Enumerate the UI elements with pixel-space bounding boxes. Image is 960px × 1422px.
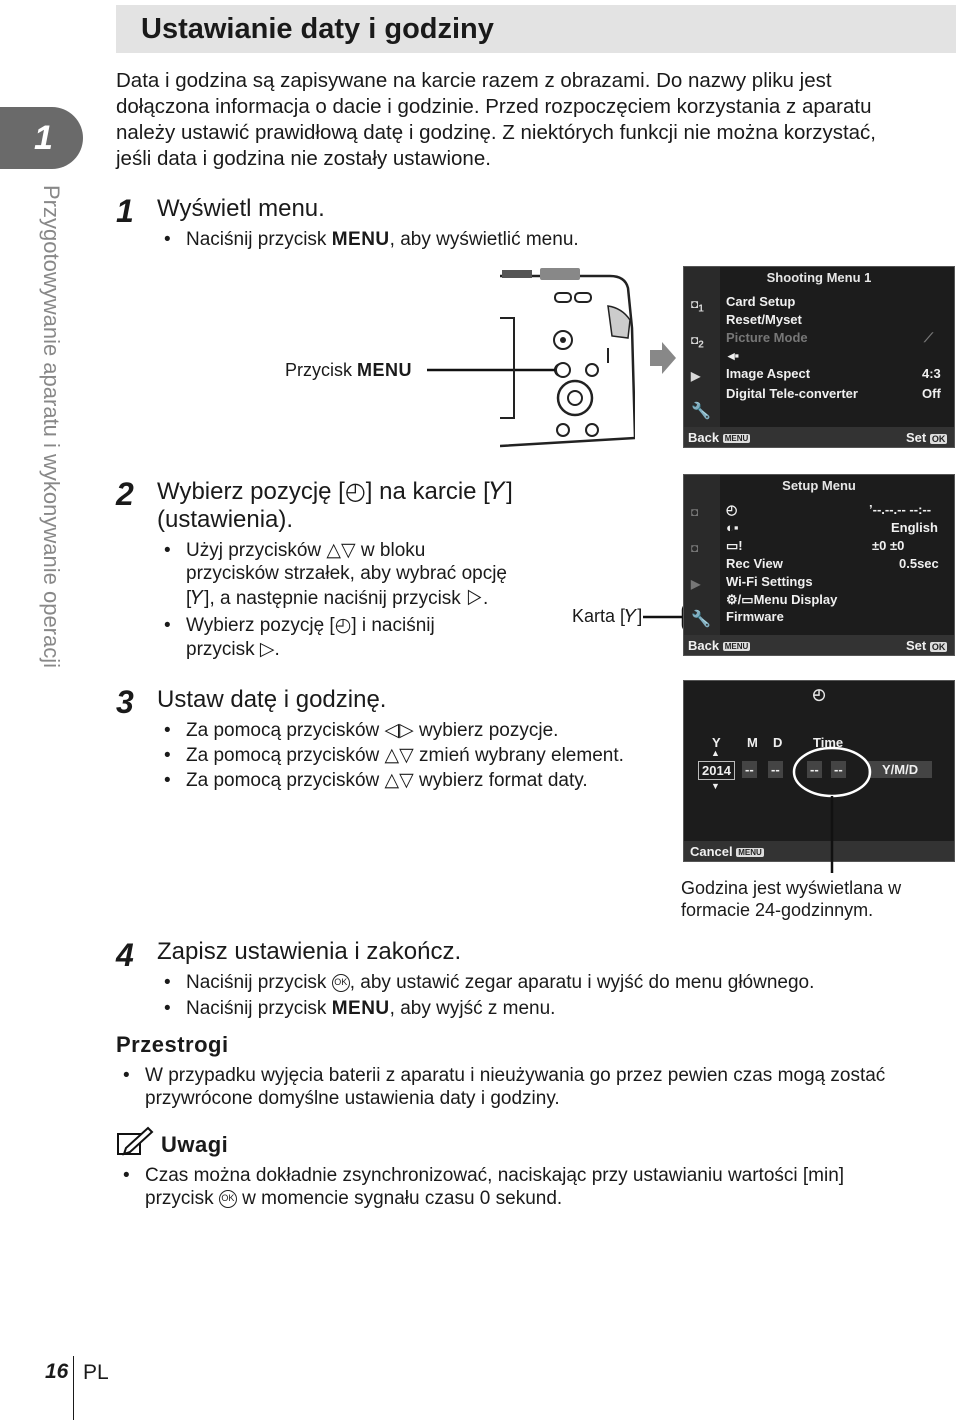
monitor-adjust-values: ±0 ±0 [872,538,905,553]
intro-line: dołączona informacja o dacie i godzinie. Przed rozpoczęciem korzystania z aparatu [116,95,872,118]
back-label: Back [688,430,720,445]
shooting-menu-header: Shooting Menu 1 [766,270,872,285]
text: ] na karcie [ [365,478,490,505]
menu-item-rec-view[interactable]: Rec View [726,556,783,571]
step-2-number: 2 [116,476,134,512]
year-field[interactable]: 2014 [698,761,735,780]
step-4-number: 4 [116,937,134,973]
caution-line-2: przywrócone domyślne ustawienia daty i godziny. [145,1088,560,1109]
wrench-icon: 𝛶 [191,588,205,609]
text: , aby wyjść z menu. [389,998,556,1019]
step-1-title: Wyświetl menu. [157,195,325,222]
step-3-bullet-3 [186,768,588,793]
text: Wybierz pozycję [ [186,615,335,636]
monitor-adjust-icon[interactable]: ▭! [726,538,743,553]
text: Wybierz pozycję [ [157,478,345,505]
step-2-bullet-1-line2: przycisków strzałek, aby wybrać opcję [186,563,507,584]
back-button[interactable] [688,430,750,445]
setup-menu-screen [683,474,955,656]
clock-setting-value: ’--.--.-- --:-- [869,502,932,517]
text: wybierz pozycje. [413,720,559,741]
ok-badge: OK [931,433,946,444]
step-3-title: Ustaw datę i godzinę. [157,686,387,713]
right-arrow-icon: ▷ [466,588,484,609]
label-time: Time [813,735,844,750]
chapter-number: 1 [34,119,53,157]
down-arrow-icon: ▼ [711,781,720,791]
text: Naciśnij przycisk [186,998,332,1019]
quality-icon: ◂▪ [728,348,740,363]
text: . [483,588,489,609]
step-4-bullet-2 [186,996,555,1021]
ok-button-icon: OK [332,974,350,992]
rec-view-value: 0.5sec [899,556,939,571]
note-pencil-icon [116,1126,154,1158]
arrow-right-icon [648,340,678,376]
step-2-bullet-1-line3 [186,588,488,610]
menu-badge: MENU [724,642,749,652]
text: ] i naciśnij [351,615,435,636]
menu-label: MENU [357,360,412,380]
up-down-arrow-icon: △▽ [326,540,356,561]
menu-label: MENU [331,998,390,1019]
text: [ [186,588,192,609]
note-line-2 [145,1188,562,1210]
text: Karta [ [572,606,626,626]
camera-1-tab-icon: $◘_1$ [691,297,704,315]
intro-line: należy ustawić prawidłową datę i godzinę. Z niektórych funkcji nie można korzystać, [116,121,876,144]
text: ], a następnie naciśnij przycisk [204,588,467,609]
menu-badge: MENU [738,848,762,858]
notes-heading: Uwagi [161,1132,229,1157]
intro-line: Data i godzina są zapisywane na karcie razem z obrazami. Do nazwy pliku jest [116,69,832,92]
minute-field[interactable]: -- [831,761,846,778]
camera-1-tab-icon: ◘ [691,505,699,519]
intro-line: jeśli data i godzina nie zostały ustawione. [116,147,491,170]
camera-back-illustration [500,268,635,448]
cautions-heading: Przestrogi [116,1032,229,1057]
text: ] [506,478,513,505]
side-title [28,185,64,815]
image-aspect-value: 4:3 [922,366,941,381]
playback-tab-icon: ▶ [691,369,701,383]
menu-item-wifi-settings[interactable]: Wi-Fi Settings [726,574,813,589]
text: , aby wyświetlić menu. [389,229,579,250]
shooting-menu-screen [683,266,955,448]
menu-badge: MENU [724,434,749,444]
menu-item-digital-tele[interactable]: Digital Tele-converter [726,386,858,401]
step-4-title: Zapisz ustawienia i zakończ. [157,938,462,965]
menu-footer [684,427,954,447]
text: wybierz format daty. [413,770,588,791]
intro-paragraph [116,68,946,172]
step-2-bullet-2 [186,613,435,638]
text: Za pomocą przycisków [186,745,385,766]
text: w momencie sygnału czasu 0 sekund. [236,1188,563,1209]
ok-button-icon: OK [219,1190,237,1208]
text: Za pomocą przycisków [186,770,385,791]
step-3-bullet-2 [186,743,624,768]
label-month: M [747,735,758,750]
step-2-title-line2: (ustawienia). [157,506,294,533]
menu-item-card-setup[interactable]: Card Setup [726,294,796,309]
text: , aby ustawić zegar aparatu i wyjść do menu głównego. [349,972,815,993]
side-title-text: Przygotowywanie aparatu i wykonywanie operacji [39,185,64,669]
chapter-tab [0,107,83,169]
text: przycisk [145,1188,219,1209]
up-down-arrow-icon: △▽ [384,770,414,791]
clock-icon: ◴ [344,478,366,505]
step-2-title [157,477,513,506]
text: zmień wybrany element. [413,745,624,766]
language-value: English [891,520,938,535]
cancel-button[interactable] [690,844,764,859]
page-language: PL [83,1361,109,1384]
step-2-bullet-1 [186,538,425,563]
menu-label: MENU [331,229,390,250]
set-label: Set [906,638,927,653]
wrench-tab-icon: 🔧 [691,611,711,628]
left-right-arrow-icon: ◁▷ [384,720,414,741]
tab-index: 1 [698,303,704,315]
time-highlight-callout [790,745,880,875]
clock-header-icon: ◴ [812,686,826,703]
page-title: Ustawianie daty i godziny [141,13,494,45]
text: przycisk [186,639,260,660]
clock-note-line-2: formacie 24-godzinnym. [681,900,874,920]
wrench-icon: 𝛶 [625,606,638,626]
menu-footer [684,635,954,655]
step-3-number: 3 [116,684,134,720]
tab-index: 2 [698,339,704,351]
page-number: 16 [45,1360,69,1383]
month-field[interactable]: -- [742,761,757,778]
note-line-1: • Czas można dokładnie zsynchronizować, naciskając przy ustawianiu wartości [min] [145,1163,844,1188]
set-button[interactable] [906,430,947,445]
step-2-bullet-2-line2 [186,638,280,661]
digital-tele-value: Off [922,386,941,401]
step-4-bullet-1 [186,970,814,995]
ok-badge: OK [931,641,946,652]
text: ] [637,606,643,626]
language-icon[interactable]: ◐▪ [726,520,739,535]
text: w bloku [355,540,426,561]
step-1-number: 1 [116,193,134,229]
menu-item-picture-mode[interactable]: Picture Mode [726,330,808,345]
right-arrow-icon: ▷ [259,639,275,660]
display-icon: ⚙/▭ [726,592,754,607]
caution-line-1: • W przypadku wyjęcia baterii z aparatu i nieużywania go przez pewien czas mogą zostać [145,1063,885,1088]
footer-divider [73,1356,74,1420]
text: . [274,639,280,660]
text: Naciśnij przycisk [186,229,332,250]
clock-setting-icon[interactable]: ◴ [726,502,738,517]
label-year: Y [712,735,721,750]
back-label: Back [688,638,720,653]
text: Przycisk [285,360,357,380]
up-arrow-icon: ▲ [711,748,720,758]
set-label: Set [906,430,927,445]
picture-mode-icon: ⟋ [924,330,934,345]
back-button[interactable] [688,638,750,653]
menu-item-image-aspect[interactable]: Image Aspect [726,366,811,381]
camera-2-tab-icon: ◘ [691,541,699,555]
wrench-icon: 𝛶 [489,478,507,505]
clock-icon: ◴ [334,615,352,636]
title-bar [116,5,956,53]
camera-2-tab-icon: $◘_2$ [691,333,704,351]
wrench-tab-icon: 🔧 [691,403,711,420]
date-format-field[interactable]: Y/M/D [868,761,932,778]
text: Za pomocą przycisków [186,720,385,741]
menu-button-caption [285,360,412,381]
clock-note-line-1: Godzina jest wyświetlana w [681,878,902,898]
menu-item-menu-display[interactable] [726,592,837,608]
set-button[interactable] [906,638,947,653]
setup-menu-header: Setup Menu [782,478,856,493]
hour-field[interactable]: -- [807,761,822,778]
step-1-bullet [186,227,579,252]
menu-item-firmware[interactable]: Firmware [726,609,784,624]
menu-display-label: Menu Display [753,592,838,607]
up-down-arrow-icon: △▽ [384,745,414,766]
step-3-bullet-1 [186,718,558,743]
text: Naciśnij przycisk [186,972,332,993]
cancel-label: Cancel [690,844,733,859]
day-field[interactable]: -- [768,761,783,778]
menu-item-reset-myset[interactable]: Reset/Myset [726,312,802,327]
label-day: D [773,735,783,750]
playback-tab-icon: ▶ [691,577,701,591]
karta-caption [572,606,642,627]
text: Użyj przycisków [186,540,327,561]
